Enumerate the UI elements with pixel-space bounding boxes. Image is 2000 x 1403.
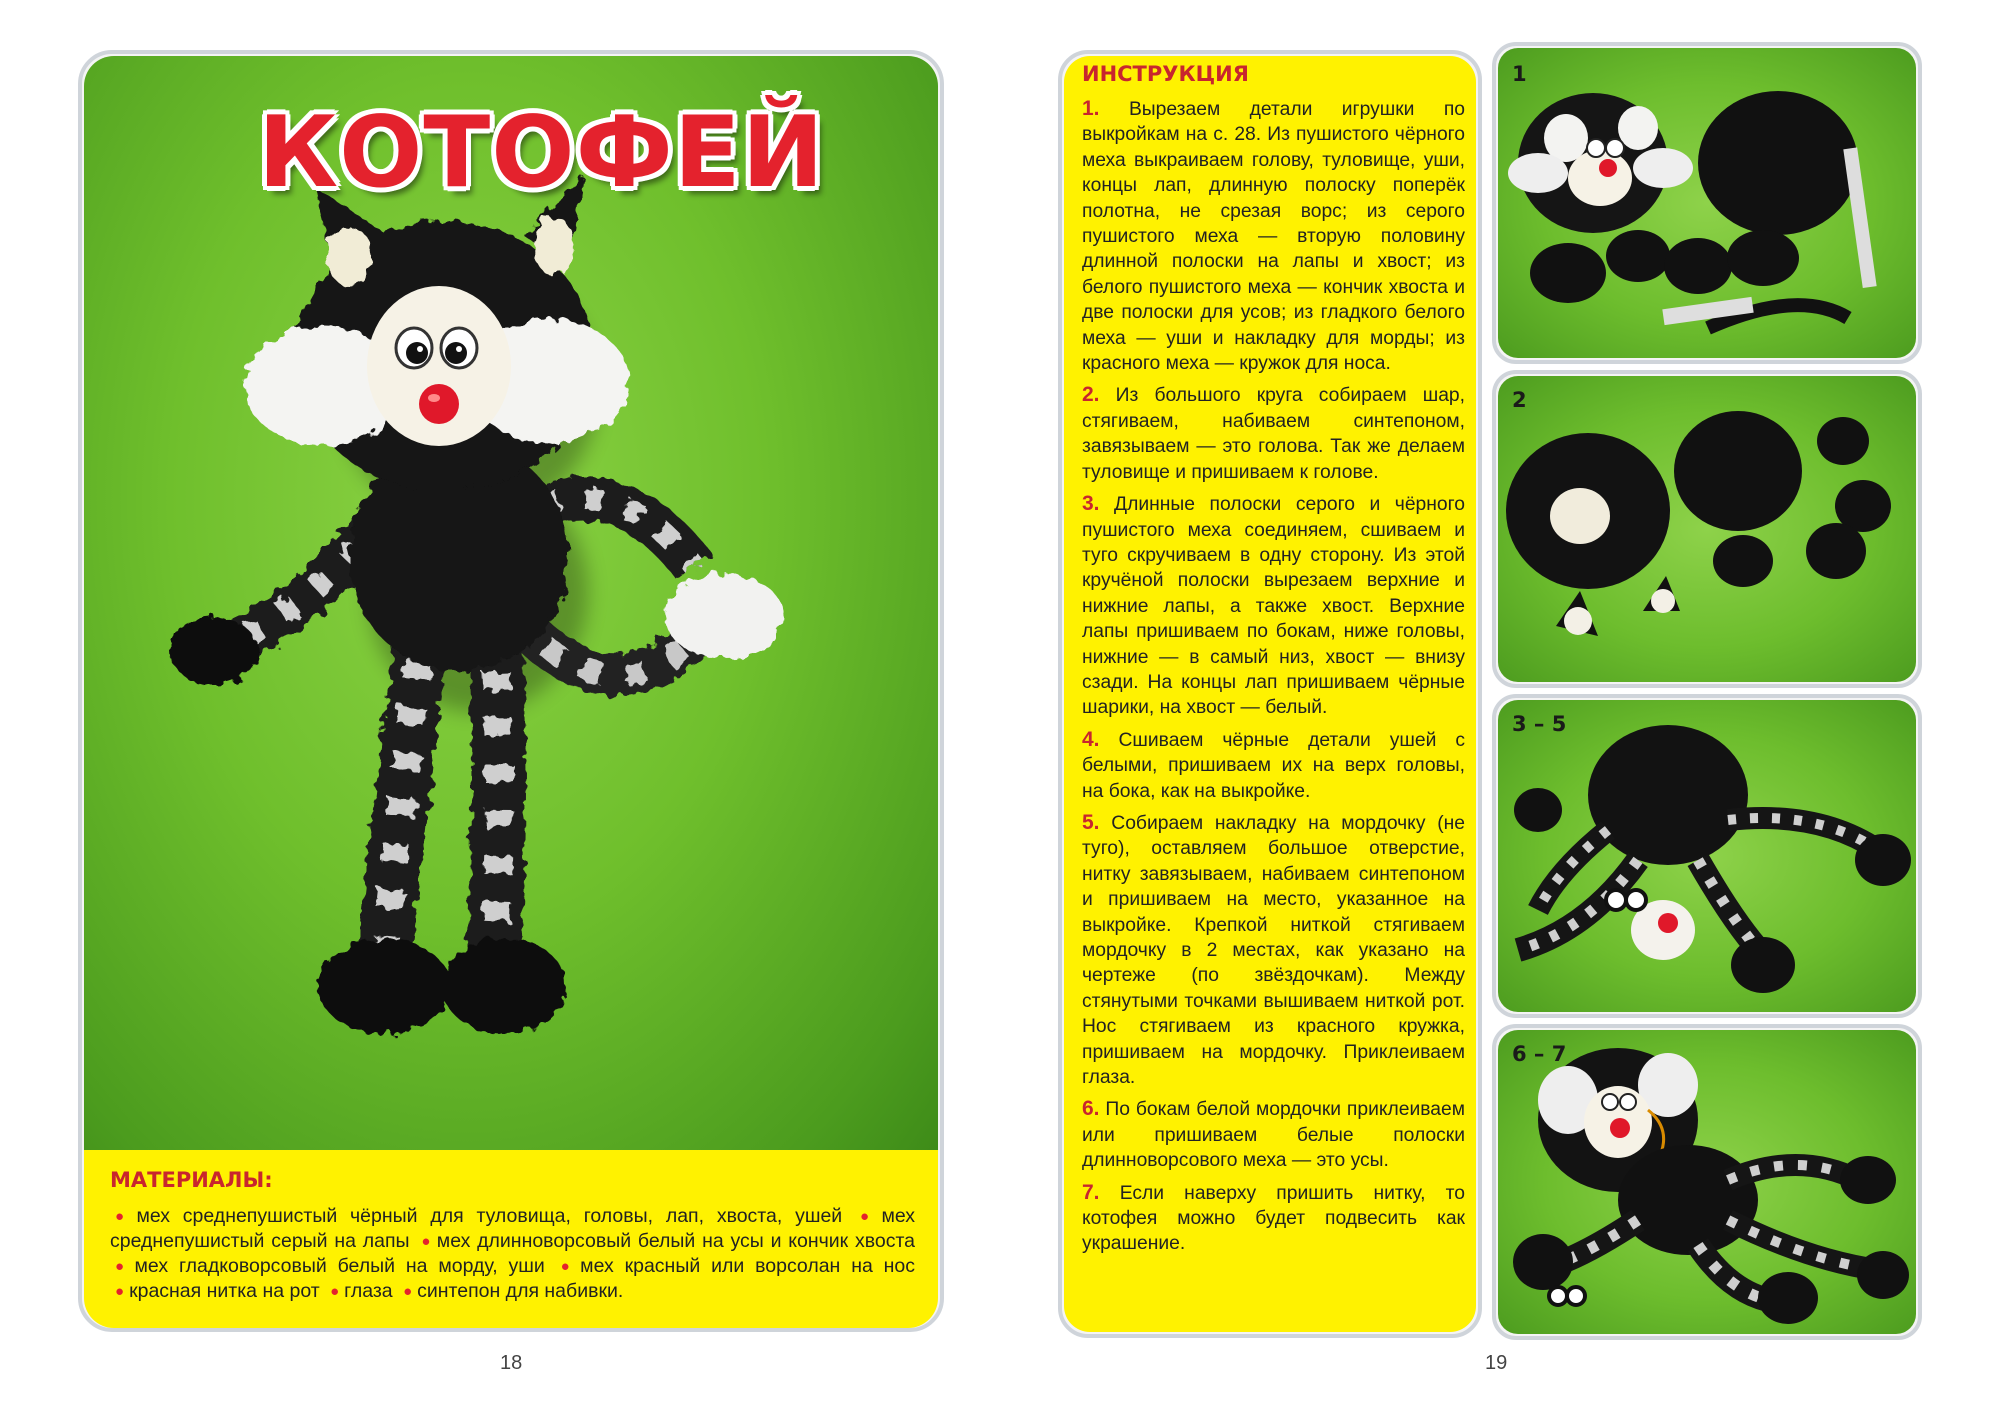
material-item: мех длинноворсовый белый на усы и кончик хвоста: [436, 1230, 916, 1252]
material-item: мех красный или ворсолан на нос: [580, 1255, 916, 1277]
step-number: 7.: [1082, 1180, 1100, 1204]
step-1-illustration: [1498, 48, 1916, 358]
instruction-step: [1082, 810, 1465, 1090]
step-text: Из большого круга собираем шар, стягиваем, набиваем синтепоном, завязываем — это голова. Так же делаем туловище и пришиваем к голове.: [1082, 385, 1465, 483]
bullet-icon: ●: [860, 1208, 877, 1225]
step-6-7-illustration: [1498, 1030, 1916, 1334]
step-number: 4.: [1082, 727, 1100, 751]
step-photo-4: [1498, 1030, 1916, 1334]
bullet-icon: ●: [560, 1258, 576, 1275]
instruction-step: [1082, 96, 1465, 376]
instructions-heading: ИНСТРУКЦИЯ: [1082, 62, 1249, 86]
page-title: КОТОФЕЙ: [258, 96, 825, 210]
step-label-6-7: 6 – 7: [1512, 1042, 1567, 1066]
step-label-2: 2: [1512, 388, 1527, 412]
instruction-step: [1082, 1096, 1465, 1173]
step-label-1: 1: [1512, 62, 1527, 86]
material-item: глаза: [344, 1280, 393, 1302]
instruction-step: [1082, 727, 1465, 804]
material-item: мех среднепушистый серый на лапы: [110, 1205, 916, 1252]
instruction-step: [1082, 491, 1465, 721]
step-number: 5.: [1082, 810, 1100, 834]
step-text: Если наверху пришить нитку, то котофея можно будет подвесить как украшение.: [1082, 1182, 1465, 1255]
step-text: По бокам белой мордочки приклеиваем или пришиваем белые полоски длинноворсового меха — это усы.: [1082, 1099, 1465, 1172]
materials-list: [110, 1204, 915, 1304]
instructions-body: [1082, 96, 1465, 1263]
material-item: мех гладковорсовый белый на морду, уши: [134, 1255, 545, 1277]
material-item: синтепон для набивки.: [417, 1280, 624, 1302]
step-number: 1.: [1082, 97, 1100, 120]
step-number: 3.: [1082, 492, 1100, 516]
bullet-icon: ●: [330, 1283, 340, 1300]
bullet-icon: ●: [421, 1233, 432, 1250]
instruction-step: [1082, 382, 1465, 485]
step-photo-3: [1498, 700, 1916, 1012]
cat-toy-photo: [84, 56, 938, 1164]
step-text: Сшиваем чёрные детали ушей с белыми, пришиваем их на верх головы, на бока, как на выкройке.: [1082, 729, 1465, 802]
step-text: Длинные полоски серого и чёрного пушистого меха соединяем, сшиваем и туго скручиваем в одну сторону. Из этой кручёной полоски вырезаем верхние и нижние лапы, а также хвост. Верхние лапы пришиваем по бокам, ниже головы, нижние — в самый низ, хвост — внизу сзади. На концы лап пришиваем чёрные шарики, на хвост — белый.: [1082, 494, 1465, 719]
step-label-3-5: 3 – 5: [1512, 712, 1567, 736]
step-text: Вырезаем детали игрушки по выкройкам на с. 28. Из пушистого чёрного меха выкраиваем голову, туловище, уши, концы лап, длинную полоску поперёк полотна, не срезая ворс; из серого пушистого меха — вторую половину длинной полоски на лапы и хвост; из белого пушистого меха — кончик хвоста и две полоски для усов; из гладкого белого меха — уши и накладку для морды; из красного меха — кружок для носа.: [1082, 99, 1465, 375]
page-number-left: 18: [500, 1352, 523, 1374]
step-number: 2.: [1082, 383, 1100, 407]
bullet-icon: ●: [115, 1258, 130, 1275]
bullet-icon: ●: [403, 1283, 413, 1300]
step-photo-1: [1498, 48, 1916, 358]
step-number: 6.: [1082, 1097, 1100, 1121]
step-2-illustration: [1498, 376, 1916, 682]
page-number-right: 19: [1485, 1352, 1508, 1374]
step-3-illustration: [1498, 700, 1916, 1012]
bullet-icon: ●: [115, 1283, 125, 1300]
instruction-step: [1082, 1180, 1465, 1257]
step-photo-2: [1498, 376, 1916, 682]
material-item: красная нитка на рот: [129, 1280, 320, 1302]
bullet-icon: ●: [115, 1208, 132, 1225]
step-text: Собираем накладку на мордочку (не туго), оставляем большое отверстие, нитку завязываем, набиваем синтепоном и пришиваем на место, указанное на выкройке. Крепкой ниткой стягиваем мордочку в 2 местах, как указано на чертеже (по звёздочкам). Между стянутыми точками вышиваем ниткой рот. Нос стягиваем из красного кружка, пришиваем на мордочку. Приклеиваем глаза.: [1082, 812, 1465, 1089]
material-item: мех среднепушистый чёрный для туловища, головы, лап, хвоста, ушей: [136, 1205, 843, 1227]
materials-heading: МАТЕРИАЛЫ:: [110, 1168, 273, 1192]
